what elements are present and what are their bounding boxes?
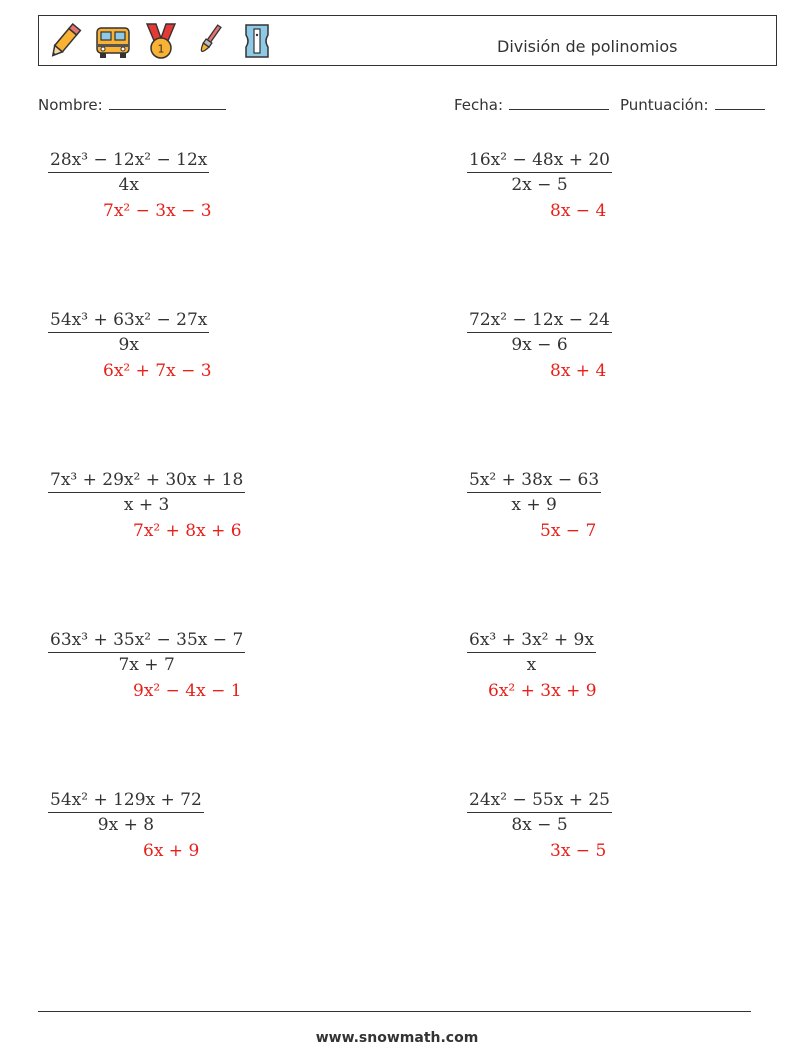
- problem-4: [467, 308, 612, 357]
- paintbrush-icon: [189, 21, 229, 61]
- problem-2: [467, 148, 612, 197]
- footer-divider: [38, 1011, 751, 1012]
- header-icons: [45, 19, 277, 63]
- numerator: 72x² − 12x − 24: [467, 308, 612, 333]
- denominator: x + 9: [511, 495, 557, 515]
- denominator: 9x − 6: [511, 335, 568, 355]
- problem-6: [467, 468, 601, 517]
- denominator: x: [526, 655, 537, 675]
- answer-3: 6x² + 7x − 3: [103, 361, 212, 381]
- problem-8: [467, 628, 596, 677]
- answer-4: 8x + 4: [550, 361, 607, 381]
- denominator: 8x − 5: [511, 815, 568, 835]
- numerator: 54x³ + 63x² − 27x: [48, 308, 209, 333]
- medal-icon: [141, 21, 181, 61]
- problem-3: [48, 308, 209, 357]
- answer-8: 6x² + 3x + 9: [488, 681, 597, 701]
- fraction: [467, 468, 601, 517]
- denominator: 9x + 8: [97, 815, 155, 835]
- answer-10: 3x − 5: [550, 841, 607, 861]
- answer-7: 9x² − 4x − 1: [133, 681, 242, 701]
- problem-5: [48, 468, 245, 517]
- problem-1: [48, 148, 209, 197]
- score-label: Puntuación:: [620, 96, 709, 114]
- sharpener-icon: [237, 21, 277, 61]
- numerator: 6x³ + 3x² + 9x: [467, 628, 596, 653]
- fraction: [48, 308, 209, 357]
- denominator: 7x + 7: [118, 655, 175, 675]
- numerator: 5x² + 38x − 63: [467, 468, 601, 493]
- denominator: 4x: [118, 175, 139, 195]
- denominator: x + 3: [123, 495, 170, 515]
- school-bus-icon: [93, 21, 133, 61]
- worksheet-header: [38, 15, 777, 66]
- svg-text:1: 1: [157, 42, 165, 56]
- answer-1: 7x² − 3x − 3: [103, 201, 212, 221]
- fraction: [467, 308, 612, 357]
- name-field: [38, 94, 226, 114]
- denominator: 9x: [118, 335, 139, 355]
- name-blank: [109, 94, 226, 110]
- problem-9: [48, 788, 204, 837]
- score-blank: [715, 94, 765, 110]
- problem-10: [467, 788, 612, 837]
- fraction: [48, 468, 245, 517]
- fraction: [467, 628, 596, 677]
- fraction: [467, 148, 612, 197]
- fraction: [467, 788, 612, 837]
- footer-website[interactable]: www.snowmath.com: [315, 1030, 479, 1046]
- numerator: 16x² − 48x + 20: [467, 148, 612, 173]
- answer-5: 7x² + 8x + 6: [133, 521, 242, 541]
- numerator: 24x² − 55x + 25: [467, 788, 612, 813]
- numerator: 54x² + 129x + 72: [48, 788, 204, 813]
- name-label: Nombre:: [38, 96, 103, 114]
- worksheet-title: División de polinomios: [497, 37, 678, 56]
- date-label: Fecha:: [454, 96, 504, 114]
- numerator: 28x³ − 12x² − 12x: [48, 148, 209, 173]
- pencil-icon: [45, 21, 85, 61]
- score-field: [620, 94, 765, 114]
- fraction: [48, 628, 245, 677]
- problem-7: [48, 628, 245, 677]
- answer-6: 5x − 7: [540, 521, 597, 541]
- fraction: [48, 148, 209, 197]
- fraction: [48, 788, 204, 837]
- answer-2: 8x − 4: [550, 201, 607, 221]
- answer-9: 6x + 9: [143, 841, 200, 861]
- date-blank: [509, 94, 609, 110]
- numerator: 7x³ + 29x² + 30x + 18: [48, 468, 245, 493]
- denominator: 2x − 5: [511, 175, 568, 195]
- numerator: 63x³ + 35x² − 35x − 7: [48, 628, 245, 653]
- date-field: [454, 94, 609, 114]
